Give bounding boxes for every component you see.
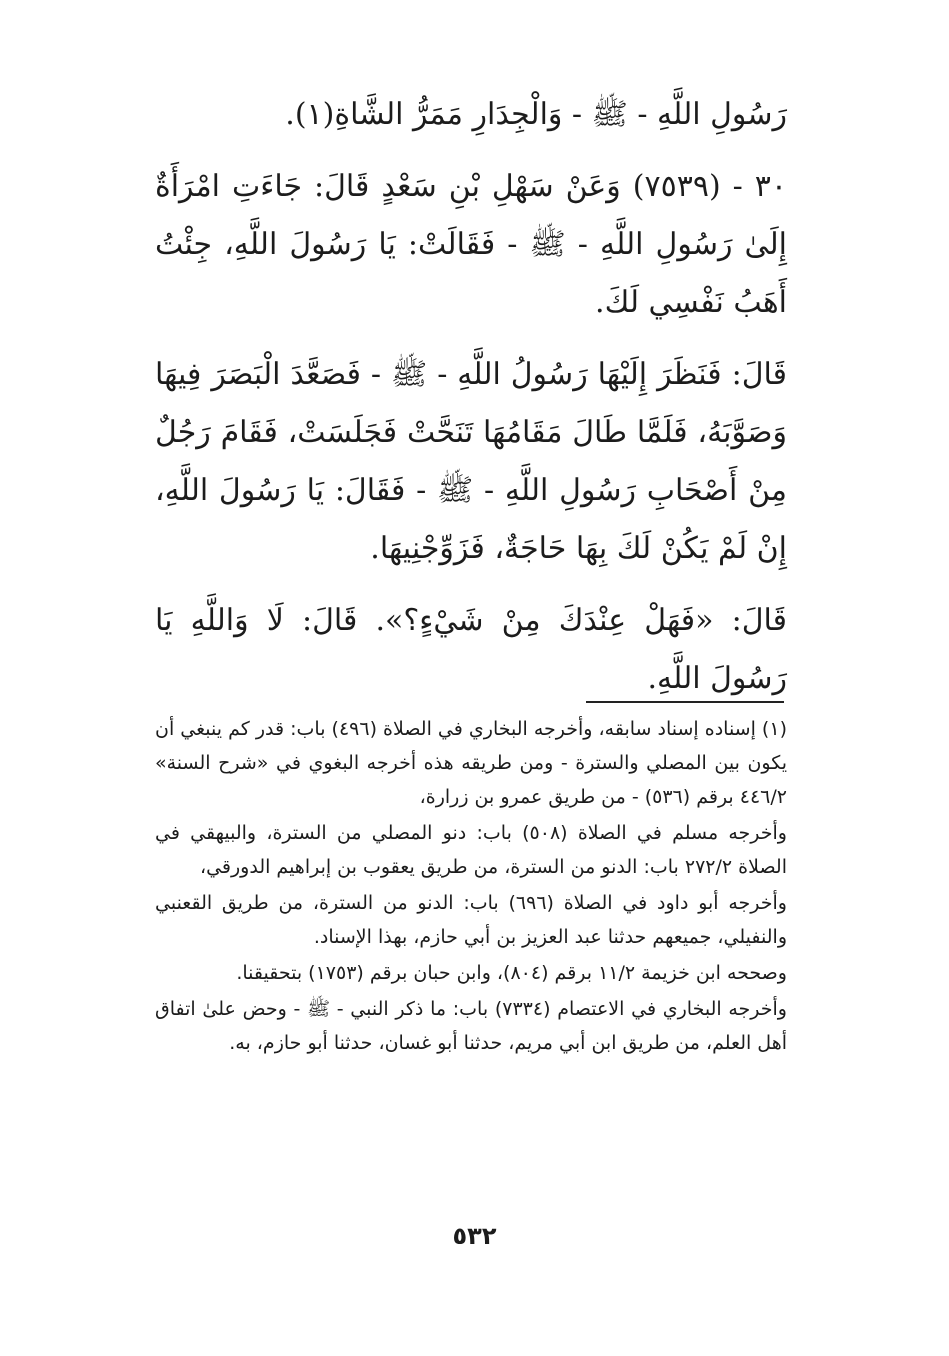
paragraph-1: رَسُولِ اللَّهِ - ﷺ - وَالْجِدَارِ مَمَرُّ الشَّاةِ(١).	[285, 97, 787, 132]
footnote-1: (١) إسناده إسناد سابقه، وأخرجه البخاري في الصلاة (٤٩٦) باب: قدر كم ينبغي أن يكون بين المصلي والسترة - ومن طريقه هذه أخرجه البغوي في «شرح السنة» ٤٤٦/٢ برقم (٥٣٦) - من طريق عمرو بن زرارة،	[155, 718, 787, 808]
footnotes	[155, 712, 787, 1062]
paragraph-3: قَالَ: فَنَظَرَ إِلَيْهَا رَسُولُ اللَّهِ - ﷺ - فَصَعَّدَ الْبَصَرَ فِيهَا وَصَوَّبَهُ، فَلَمَّا طَالَ مَقَامُهَا تَنَحَّتْ فَجَلَسَتْ، فَقَامَ رَجُلٌ مِنْ أَصْحَابِ رَسُولِ اللَّهِ - ﷺ - فَقَالَ: يَا رَسُولَ اللَّهِ، إِنْ لَمْ يَكُنْ لَكَ بِهَا حَاجَةٌ، فَزَوِّجْنِيهَا.	[155, 357, 787, 566]
footnote-2: وأخرجه مسلم في الصلاة (٥٠٨) باب: دنو المصلي من السترة، والبيهقي في الصلاة ٢٧٢/٢ باب: الدنو من السترة، من طريق يعقوب بن إبراهيم الدورقي،	[155, 822, 787, 878]
hadith-paragraph-7539: ٣٠ - (٧٥٣٩) وَعَنْ سَهْلِ بْنِ سَعْدٍ قَالَ: جَاءَتِ امْرَأَةٌ إِلَىٰ رَسُولِ اللَّهِ - ﷺ - فَقَالَتْ: يَا رَسُولَ اللَّهِ، جِئْتُ أَهَبُ نَفْسِي لَكَ.	[155, 169, 787, 320]
paragraph-4: قَالَ: «فَهَلْ عِنْدَكَ مِنْ شَيْءٍ؟». قَالَ: لَا وَاللَّهِ يَا رَسُولَ اللَّهِ.	[155, 603, 787, 696]
main-text	[155, 86, 787, 708]
footnote-5: وأخرجه البخاري في الاعتصام (٧٣٣٤) باب: ما ذكر النبي - ﷺ - وحض علىٰ اتفاق أهل العلم، من طريق ابن أبي مريم، حدثنا أبو غسان، حدثنا أبو حازم، به.	[155, 998, 787, 1054]
footnote-separator	[586, 701, 784, 703]
footnote-3: وأخرجه أبو داود في الصلاة (٦٩٦) باب: الدنو من السترة، من طريق القعنبي والنفيلي، جميعهم حدثنا عبد العزيز بن أبي حازم، بهذا الإسناد.	[155, 892, 787, 948]
page-number: ٥٣٢	[452, 1222, 497, 1250]
footnote-4: وصححه ابن خزيمة ١١/٢ برقم (٨٠٤)، وابن حبان برقم (١٧٥٣) بتحقيقنا.	[236, 962, 787, 984]
